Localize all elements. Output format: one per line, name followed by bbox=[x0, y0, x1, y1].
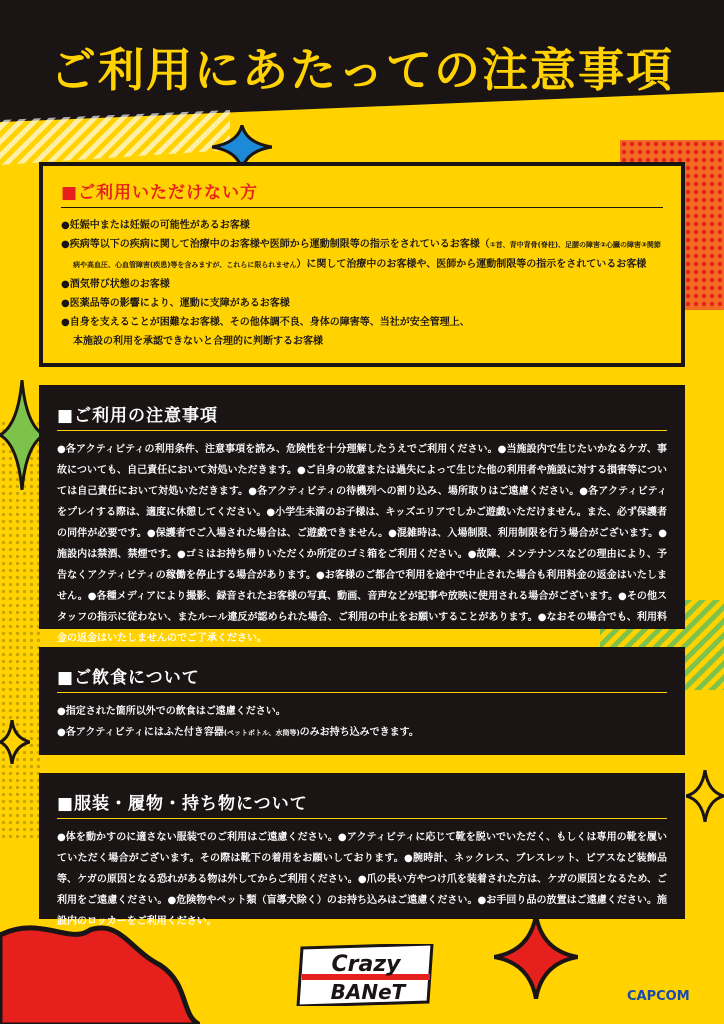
list-item-note: 病や高血圧、心血管障害(疾患)等を含みますが、これらに限られません bbox=[73, 261, 297, 269]
square-icon: ■ bbox=[57, 668, 75, 688]
divider bbox=[57, 818, 667, 819]
section-heading bbox=[57, 789, 667, 814]
food-line-text: のみお持ち込みできます。 bbox=[299, 727, 419, 738]
yellow-sparkle-icon bbox=[0, 720, 30, 764]
list-item-text: ●疾病等以下の疾病に関して治療中のお客様や医師から運動制限等の指示をされているお客様 bbox=[61, 239, 480, 250]
section-heading-text: 服装・履物・持ち物について bbox=[74, 794, 308, 814]
list-item: ●疾病等以下の疾病に関して治療中のお客様や医師から運動制限等の指示をされているお客様（①首、背中背骨(脊柱)、足腰の障害②心臓の障害③関節 bbox=[61, 239, 661, 250]
section-heading-text: ご飲食について bbox=[74, 668, 200, 688]
food-line bbox=[57, 722, 667, 744]
list-item: ●酒気帯び状態のお客様 bbox=[61, 279, 170, 290]
square-icon: ■ bbox=[57, 406, 75, 426]
page-title: ご利用にあたっての注意事項 bbox=[50, 43, 674, 97]
crazy-banet-logo bbox=[296, 944, 436, 1006]
list-item bbox=[61, 255, 663, 275]
divider bbox=[57, 692, 667, 693]
precautions-text: ●各アクティビティの利用条件、注意事項を読み、危険性を十分理解したうえでご利用ください。●当施設内で生じたいかなるケガ、事故についても、自己責任において対処いただきます。●ご自身の故意または過失によって生じた他の利用者や施設に対する損害等については自己責任において対処いただきます。●各アクティビティの待機列への割り込み、場所取りはご遠慮ください。●各アクティビティをプレイする際は、適度に休憩してください。●小学生未満のお子様は、キッズエリアでしかご遊戯いただけません。また、必ず保護者の同伴が必要です。●保護者でご入場された場合は、ご遊戯できません。●混雑時は、入場制限、利用制限を行う場合がございます。●施設内は禁酒、禁煙です。●ゴミはお持ち帰りいただくか所定のゴミ箱をご利用ください。●故障、メンテナンスなどの理由により、予告なくアクティビティの稼働を停止する場合があります。●お客様のご都合で利用を途中で中止された場合も利用料金の返金はいたしません。●各種メディアにより撮影、録音されたお客様の写真、動画、音声などが記事や放映に使用される場合がございます。●その他スタッフの指示に従わない、またルール違反が認められた場合、ご利用の中止をお願いすることがあります。●なおその場合でも、利用料金の返金はいたしませんのでご了承ください。 bbox=[57, 444, 667, 644]
section-heading-text: ご利用の注意事項 bbox=[74, 406, 219, 426]
section-heading bbox=[57, 663, 667, 688]
capcom-logo: CAPCOM bbox=[624, 989, 693, 1004]
divider bbox=[61, 207, 663, 208]
food-line-text: ●各アクティビティにはふた付き容器 bbox=[57, 727, 224, 738]
section-heading-text: ご利用いただけない方 bbox=[78, 183, 259, 203]
clothing-text: ●体を動かすのに適さない服装でのご利用はご遠慮ください。●アクティビティに応じて靴を脱いでいただく、もしくは専用の靴を履いていただく場合がございます。その際は靴下の着用をお願いしております。●腕時計、ネックレス、ブレスレット、ピアスなど装飾品等、ケガの原因となる恐れがある物は外してからご利用ください。●爪の長い方やつけ爪を装着された方は、ケガの原因となるため、ご利用をご遠慮ください。●危険物やペット類（盲導犬除く）のお持ち込みはご遠慮ください。●お手回り品の放置はご遠慮ください。施設内のロッカーをご利用ください。 bbox=[57, 832, 667, 927]
section-cannot-use bbox=[39, 162, 685, 367]
section-clothing bbox=[39, 773, 685, 927]
list-item: ●医薬品等の影響により、運動に支障があるお客様 bbox=[61, 298, 290, 309]
list-item-text: ）に関して治療中のお客様や、医師から運動制限等の指示をされているお客様 bbox=[296, 259, 647, 270]
food-line-note: (ペットボトル、水筒等) bbox=[223, 729, 300, 737]
list-item-note: ①首、背中背骨(脊柱)、足腰の障害②心臓の障害③関節 bbox=[489, 241, 661, 249]
logo-line2: BANeT bbox=[330, 980, 406, 1004]
list-item: ●妊娠中または妊娠の可能性があるお客様 bbox=[61, 220, 250, 231]
section-food bbox=[39, 647, 685, 755]
food-line: ●指定された箇所以外での飲食はご遠慮ください。 bbox=[57, 706, 286, 717]
square-icon: ■ bbox=[57, 794, 75, 814]
logo-line1: Crazy bbox=[331, 952, 401, 977]
green-sparkle-icon bbox=[0, 380, 44, 490]
cannot-use-list bbox=[61, 216, 663, 351]
divider bbox=[57, 430, 667, 431]
section-heading bbox=[61, 178, 663, 203]
list-item: 本施設の利用を承認できないと合理的に判断するお客様 bbox=[73, 336, 323, 347]
yellow-sparkle-icon bbox=[686, 770, 724, 822]
square-icon: ■ bbox=[61, 183, 79, 203]
section-heading bbox=[57, 401, 667, 426]
section-precautions bbox=[39, 385, 685, 644]
list-item: ●自身を支えることが困難なお客様、その他体調不良、身体の障害等、当社が安全管理上、 bbox=[61, 317, 470, 328]
